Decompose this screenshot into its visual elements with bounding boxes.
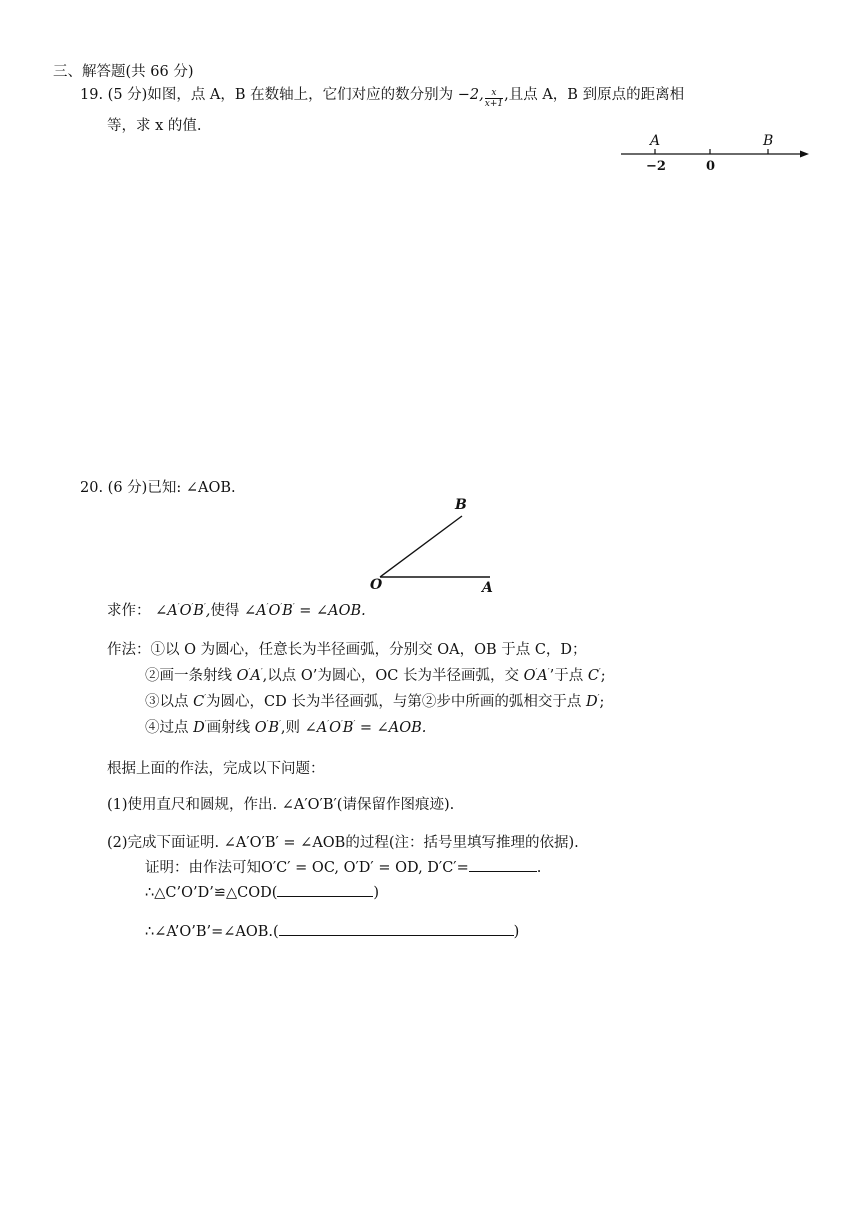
q20-step4: ④过点 D′画射线 O′B′,则 ∠A′O′B′ = ∠AOB. [145,719,427,736]
section-header: 三、解答题(共 66 分) [53,64,194,80]
q19-value-a: −2, [457,87,484,103]
proof-line1-text: 证明：由作法可知O′C′ = OC, O′D′ = OD, D′C′= [145,860,469,876]
q19-line1 [80,83,684,109]
q20-points: (6 分) [107,480,148,496]
q19-number: 19. [80,87,104,103]
task-label: 求作： [107,603,151,619]
q20-line1 [80,476,236,497]
fig-label-o: O [370,577,383,593]
axis-label-b: B [763,133,774,149]
axis-label-a: A [650,133,661,149]
proof-blank-2[interactable] [277,882,373,897]
q19-text-a: 如图，点 A，B 在数轴上，它们对应的数分别为 [147,87,454,103]
axis-tick-label-origin: 0 [706,159,716,174]
q19-fraction [485,88,503,109]
ray-ob [380,516,462,577]
task-equation: ∠A′O′B′ = ∠AOB. [243,602,366,619]
q20-instruction: 根据上面的作法，完成以下问题： [107,761,325,777]
q20-part1: (1)使用直尺和圆规，作出. ∠A′O′B′(请保留作图痕迹). [107,797,455,813]
q19-text-b: ,且点 A，B 到原点的距离相 [504,87,685,103]
proof-close-3: ) [513,924,520,940]
q20-task: 求作： ∠A′O′B′,使得 ∠A′O′B′ = ∠AOB. [107,602,366,619]
proof-line3-text: ∴∠A’O’B’=∠AOB.( [145,924,279,940]
proof-blank-3[interactable] [279,921,514,936]
proof-line3 [145,921,519,940]
q19-frac-den: x+1 [484,99,504,109]
q20-given: 已知: ∠AOB. [147,480,236,496]
number-line-arrow [800,151,809,158]
proof-line2 [145,882,379,901]
proof-close-2: ) [373,885,380,901]
q20-part2: (2)完成下面证明. ∠A′O′B′ = ∠AOB的过程(注：括号里填写推理的依据). [107,835,579,851]
q19-frac-num: x [485,88,503,99]
task-angle: ∠A′O′B′, [155,602,211,619]
q20-step2: ②画一条射线 O′A′,以点 O’为圆心，OC 长为半径画弧，交 O′A′’于点 C′; [145,667,606,684]
q20-number: 20. [80,480,104,496]
q19-line2: 等，求 x 的值. [107,118,202,134]
q20-step3: ③以点 C′为圆心，CD 长为半径画弧，与第②步中所画的弧相交于点 D′; [145,693,605,710]
proof-line1: 证明：由作法可知O′C′ = OC, O′D′ = OD, D′C′= . [145,856,541,877]
proof-blank-1[interactable] [469,857,537,872]
axis-tick-label-a: −2 [646,159,666,174]
fig-label-b: B [455,497,467,513]
q19-points: (5 分) [107,87,148,103]
proof-line2-text: ∴△C’O’D’≌△COD( [145,885,278,901]
steps-label: 作法： [107,642,151,658]
fig-label-a: A [482,580,493,596]
q20-step1: 作法：①以 O 为圆心，任意长为半径画弧，分别交 OA，OB 于点 C，D； [107,642,587,658]
